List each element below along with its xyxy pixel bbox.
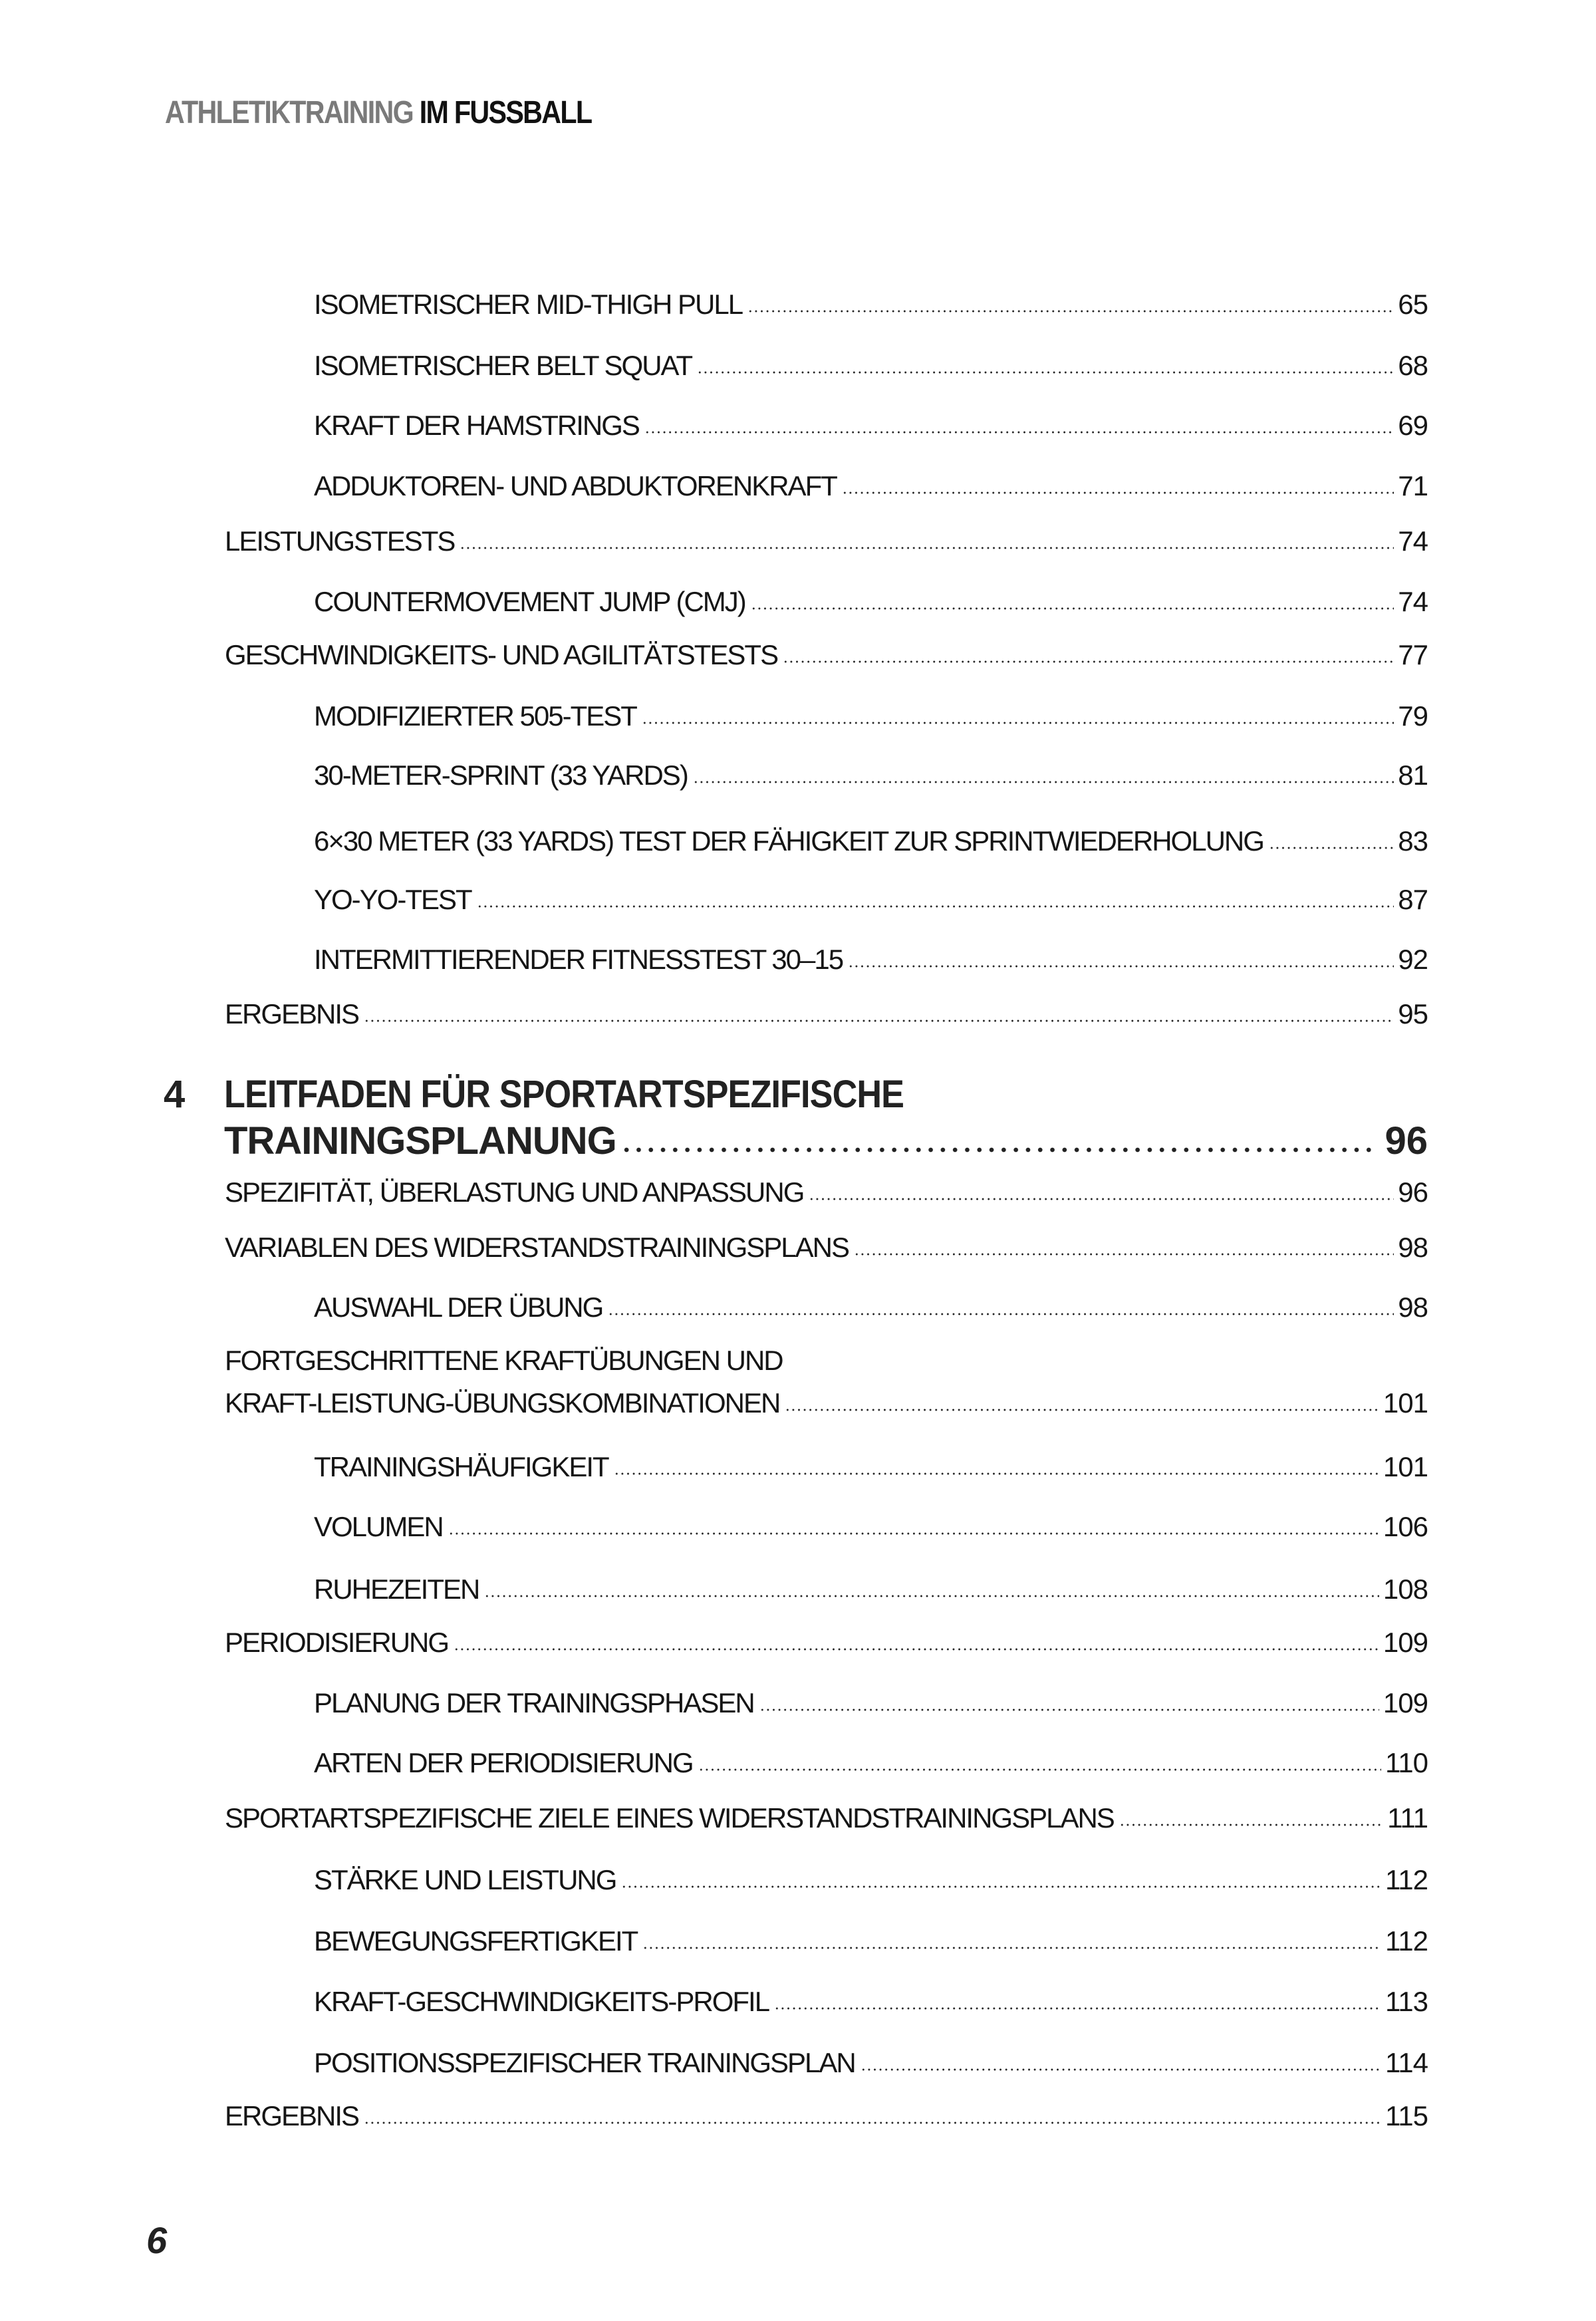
toc-entry-label: MODIFIZIERTER 505-TEST [314, 700, 636, 732]
toc-entry[interactable] [314, 700, 1428, 733]
toc-entry-label: KRAFT DER HAMSTRINGS [314, 410, 639, 441]
toc-entry-page: 68 [1398, 350, 1428, 381]
dot-leader [774, 2007, 1381, 2010]
toc-entry-page: 96 [1398, 1176, 1428, 1208]
toc-entry-label: COUNTERMOVEMENT JUMP (CMJ) [314, 586, 745, 617]
toc-entry-page: 108 [1383, 1573, 1428, 1605]
toc-entry-label: ERGEBNIS [225, 2100, 359, 2131]
toc-entry[interactable] [314, 349, 1428, 382]
toc-entry[interactable] [225, 525, 1428, 558]
dot-leader [783, 660, 1394, 663]
running-head-series: ATHLETIKTRAINING [165, 95, 414, 130]
toc-entry-page: 115 [1385, 2100, 1428, 2131]
toc-entry-label: ADDUKTOREN- UND ABDUKTORENKRAFT [314, 470, 837, 501]
toc-entry[interactable] [314, 2046, 1428, 2080]
toc-entry-label: 30-METER-SPRINT (33 YARDS) [314, 759, 688, 791]
toc-entry-page: 114 [1385, 2047, 1428, 2078]
toc-entry-page: 111 [1387, 1802, 1428, 1834]
toc-entry[interactable] [314, 1291, 1428, 1324]
toc-entry-page: 92 [1398, 944, 1428, 975]
dot-leader [614, 1472, 1379, 1475]
toc-entry-page: 74 [1398, 525, 1428, 557]
toc-entry-label: SPORTARTSPEZIFISCHE ZIELE EINES WIDERSTANDSTRAININGSPLANS [225, 1802, 1114, 1834]
toc-entry-page: 95 [1398, 998, 1428, 1029]
dot-leader [785, 1409, 1379, 1411]
dot-leader [861, 2068, 1381, 2071]
dot-leader [698, 1768, 1381, 1771]
toc-entry-page: 106 [1383, 1511, 1428, 1542]
toc-entry-page: 109 [1383, 1687, 1428, 1718]
dot-leader [747, 310, 1394, 313]
dot-leader [460, 547, 1394, 549]
toc-entry-label: LEISTUNGSTESTS [225, 525, 455, 557]
toc-entry-label: POSITIONSSPEZIFISCHER TRAININGSPLAN [314, 2047, 855, 2078]
dot-leader [477, 905, 1395, 908]
toc-entry-label: KRAFT-LEISTUNG-ÜBUNGSKOMBINATIONEN [225, 1387, 780, 1419]
dot-leader [693, 781, 1394, 783]
toc-entry[interactable] [314, 1687, 1428, 1720]
toc-entry-page: 77 [1398, 639, 1428, 670]
toc-entry[interactable] [314, 585, 1428, 618]
toc-entry-label: ISOMETRISCHER MID-THIGH PULL [314, 289, 743, 320]
dot-leader [644, 431, 1394, 434]
toc-entry[interactable] [314, 1510, 1428, 1544]
dot-leader [364, 1020, 1394, 1022]
toc-entry[interactable] [314, 1985, 1428, 2018]
toc-entry-page: 112 [1385, 1864, 1428, 1895]
toc-entry-page: 98 [1398, 1232, 1428, 1263]
toc-entry-label: INTERMITTIERENDER FITNESSTEST 30–15 [314, 944, 843, 975]
dot-leader [484, 1595, 1379, 1597]
toc-entry[interactable] [314, 883, 1428, 916]
dot-leader [842, 491, 1394, 494]
chapter-title-line2: TRAININGSPLANUNG [224, 1119, 616, 1162]
toc-entry-page: 87 [1398, 884, 1428, 915]
toc-entry-page: 101 [1383, 1451, 1428, 1482]
toc-entry-page: 65 [1398, 289, 1428, 320]
toc-entry[interactable] [225, 1231, 1428, 1264]
toc-entry-label: PLANUNG DER TRAININGSPHASEN [314, 1687, 754, 1718]
toc-entry[interactable] [314, 759, 1428, 792]
running-head [165, 93, 591, 133]
chapter-number: 4 [164, 1073, 186, 1116]
toc-entry-label: ERGEBNIS [225, 998, 359, 1029]
toc-entry[interactable] [314, 288, 1428, 321]
chapter-entry[interactable] [224, 1120, 1428, 1162]
toc-entry[interactable] [314, 825, 1428, 858]
toc-entry-label: YO-YO-TEST [314, 884, 471, 915]
dot-leader [809, 1198, 1394, 1200]
toc-entry-label: TRAININGSHÄUFIGKEIT [314, 1451, 608, 1482]
toc-entry-page: 83 [1398, 825, 1428, 857]
toc-entry-page: 79 [1398, 700, 1428, 732]
page-number: 6 [146, 2219, 168, 2261]
toc-entry-label: SPEZIFITÄT, ÜBERLASTUNG UND ANPASSUNG [225, 1176, 804, 1208]
toc-entry[interactable] [225, 1387, 1428, 1420]
toc-entry[interactable] [225, 638, 1428, 672]
toc-entry-label: BEWEGUNGSFERTIGKEIT [314, 1925, 638, 1957]
dot-leader [620, 1147, 1376, 1153]
dot-leader [1269, 847, 1394, 849]
toc-entry-label: STÄRKE UND LEISTUNG [314, 1864, 616, 1895]
toc-entry-label: RUHEZEITEN [314, 1573, 479, 1605]
toc-entry-page: 101 [1383, 1387, 1428, 1419]
toc-entry-page: 69 [1398, 410, 1428, 441]
dot-leader [697, 371, 1394, 374]
toc-entry-label: GESCHWINDIGKEITS- UND AGILITÄTSTESTS [225, 639, 778, 670]
toc-entry[interactable] [314, 1863, 1428, 1897]
dot-leader [642, 722, 1394, 724]
toc-entry-page: 112 [1385, 1925, 1428, 1957]
toc-entry-page: 81 [1398, 759, 1428, 791]
toc-entry-label: VOLUMEN [314, 1511, 443, 1542]
toc-entry-page: 110 [1385, 1747, 1428, 1778]
toc-entry-label: VARIABLEN DES WIDERSTANDSTRAININGSPLANS [225, 1232, 849, 1263]
toc-entry[interactable] [314, 409, 1428, 442]
dot-leader [1119, 1824, 1383, 1826]
dot-leader [848, 965, 1394, 968]
toc-entry[interactable] [314, 1450, 1428, 1484]
dot-leader [751, 607, 1395, 610]
toc-entry-label: 6×30 METER (33 YARDS) TEST DER FÄHIGKEIT ZUR SPRINTWIEDERHOLUNG [314, 825, 1264, 857]
dot-leader [854, 1253, 1394, 1256]
toc-entry[interactable] [314, 1573, 1428, 1606]
dot-leader [642, 1947, 1381, 1949]
toc-entry-page: 113 [1385, 1986, 1428, 2017]
dot-leader [759, 1708, 1379, 1711]
toc-entry[interactable] [225, 1626, 1428, 1659]
dot-leader [364, 2121, 1381, 2124]
toc-entry-page: 98 [1398, 1292, 1428, 1323]
toc-entry-page: 71 [1398, 470, 1428, 501]
toc-entry-label: KRAFT-GESCHWINDIGKEITS-PROFIL [314, 1986, 769, 2017]
toc-entry[interactable] [225, 2100, 1428, 2133]
toc-entry[interactable] [314, 470, 1428, 503]
toc-entry[interactable] [314, 1925, 1428, 1958]
dot-leader [448, 1532, 1379, 1535]
running-head-title: IM FUSSBALL [419, 95, 592, 130]
toc-entry[interactable] [225, 998, 1428, 1031]
toc-entry-page: 109 [1383, 1627, 1428, 1658]
toc-entry[interactable] [314, 1746, 1428, 1780]
chapter-page: 96 [1385, 1119, 1428, 1162]
dot-leader [621, 1885, 1381, 1888]
toc-entry[interactable] [314, 943, 1428, 976]
toc-entry-label: ISOMETRISCHER BELT SQUAT [314, 350, 692, 381]
toc-entry-label-line1: FORTGESCHRITTENE KRAFTÜBUNGEN UND [225, 1345, 783, 1376]
toc-entry[interactable] [225, 1176, 1428, 1209]
toc-entry-page: 74 [1398, 586, 1428, 617]
toc-entry-label: AUSWAHL DER ÜBUNG [314, 1292, 603, 1323]
toc-entry-label: PERIODISIERUNG [225, 1627, 449, 1658]
dot-leader [454, 1648, 1379, 1651]
toc-entry[interactable] [225, 1802, 1428, 1835]
toc-entry-label: ARTEN DER PERIODISIERUNG [314, 1747, 693, 1778]
dot-leader [608, 1313, 1394, 1315]
chapter-title-line1: LEITFADEN FÜR SPORTARTSPEZIFISCHE [224, 1073, 904, 1116]
